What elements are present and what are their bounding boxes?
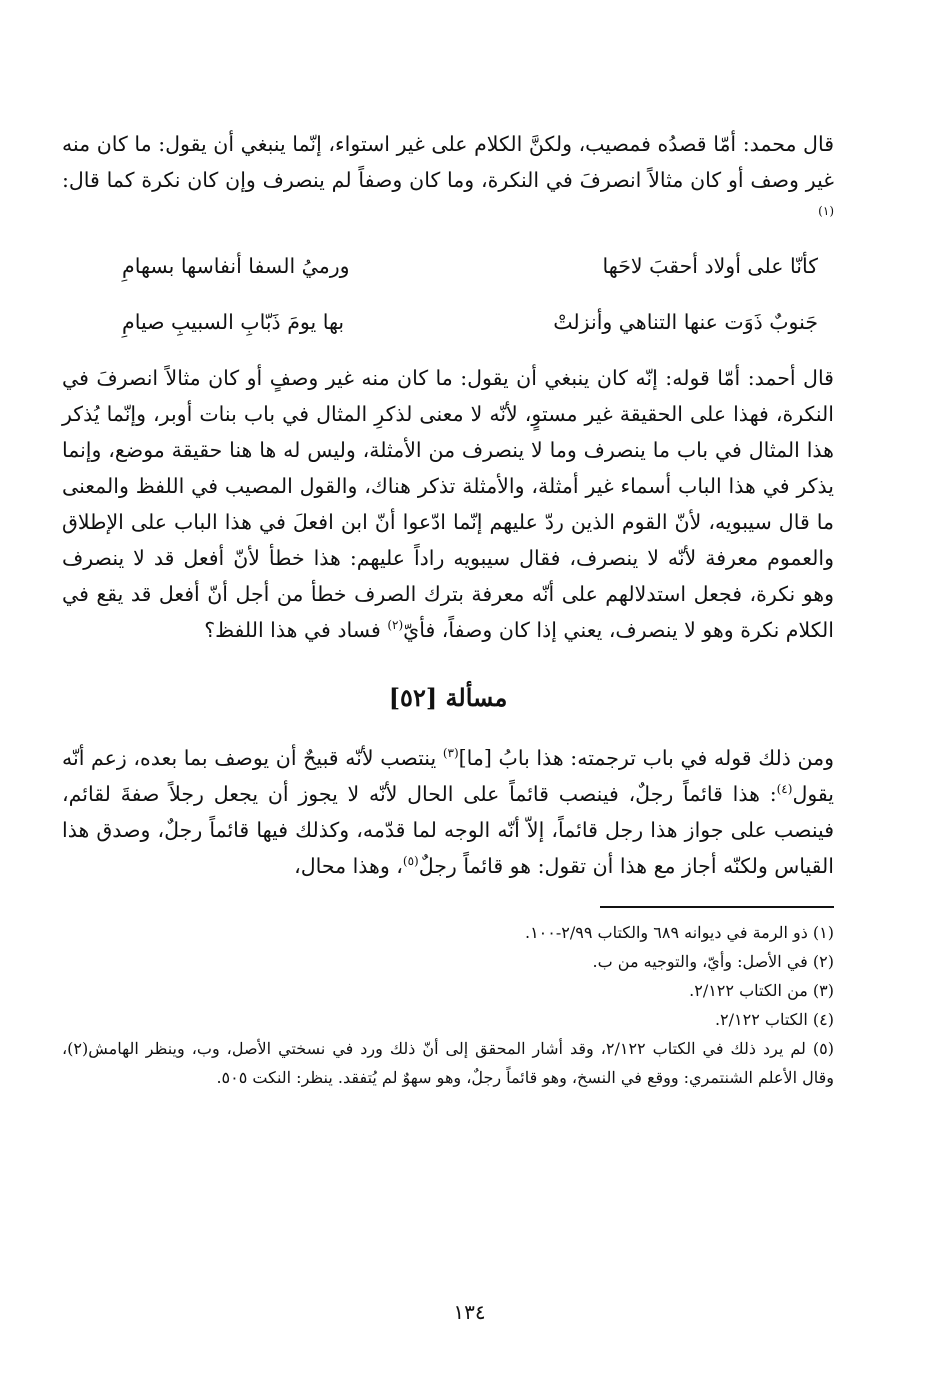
poetry-verses: [62, 248, 834, 340]
paragraph-text: : هذا قائماً رجلٌ، فينصب قائماً على الحال لأنّه لا يجوز أن يجعل رجلاً صفةَ لقائم، فينصب على جواز هذا رجل قائماً، إلاّ أنّه الوجه لما قدّمه، وكذلك فيها قائماً رجلٌ، وصدق هذا القياس ولكنّه أجاز مع هذا أن تقول: هو قائماً رجلٌ: [62, 782, 834, 878]
paragraph-text: ، وهذا محال،: [294, 854, 403, 878]
footnote-2: (٢) في الأصل: وأيّ، والتوجيه من ب.: [592, 951, 834, 971]
paragraph-masala: [62, 740, 834, 884]
footnote-ref-2[interactable]: (٢): [387, 618, 404, 633]
paragraph-muhammad: [62, 126, 834, 234]
paragraph-text: قال محمد: أمّا قصدُه فمصيب، ولكنَّ الكلام على غير استواء، إنّما ينبغي أن يقول: ما كان منه غير وصف أو كان مثالاً انصرفَ في النكرة، وما كان وصفاً لم ينصرف وإن كان نكرة كما قال:: [62, 132, 834, 192]
verse-1-first-hemistich: كأنّا على أولاد أحقبَ لاحَها: [602, 254, 818, 278]
footnote-1: (١) ذو الرمة في ديوانه ٦٨٩ والكتاب ٢/٩٩-١٠٠.: [524, 922, 834, 942]
footnote-ref-3[interactable]: (٣): [442, 746, 459, 761]
page-number: ١٣٤: [453, 1300, 486, 1324]
paragraph-text: قال أحمد: أمّا قوله: إنّه كان ينبغي أن يقول: ما كان منه غير وصفٍ أو كان مثالاً انصرفَ في النكرة، فهذا على الحقيقة غير مستوٍ، لأنّه لا معنى لذكرِ المثال في باب بنات أوبر، وإنّما يُذكر هذا المثال في باب ما ينصرف وما لا ينصرف من الأمثلة، وليس له ها هنا حقيقة موضع، وإنما يذكر في هذا الباب أسماء غير أمثلة، والأمثلة تذكر هناك، والقول المصيب في اللفظ والمعنى ما قال سيبويه، لأنّ القوم الذين ردّ عليهم إنّما ادّعوا أنّ ابن افعلَ في هذا الباب على الإطلاق والعموم معرفة لأنّه لا ينصرف، فقال سيبويه راداً عليهم: هذا خطأ لأنّ أفعل قد لا ينصرف وهو نكرة، فجعل استدلالهم على أنّه معرفة بترك الصرف خطأ من أجل أنّ أفعل قد يقع في الكلام نكرة وهو لا ينصرف، يعني إذا كان وصفاً، فأيّ: [62, 366, 834, 642]
footnote-divider: [600, 906, 834, 908]
footnote-4: (٤) الكتاب ٢/١٢٢.: [714, 1009, 834, 1029]
paragraph-text: ومن ذلك قوله في باب ترجمته: هذا بابُ [ما]: [458, 746, 835, 770]
section-heading: مسألة [٥٢]: [388, 683, 508, 712]
footnote-5: (٥) لم يرد ذلك في الكتاب ٢/١٢٢، وقد أشار المحقق إلى أنّ ذلك ورد في نسختي الأصل، وب، وينظر الهامش(٢)، وقال الأعلم الشنتمري: ووقع في النسخ، وهو قائماً رجلٌ، وهو سهوٌ لم يُتفقد. ينظر: النكت ٥٠٥.: [62, 1038, 834, 1087]
footnote-ref-1[interactable]: (١): [818, 204, 834, 219]
footnotes-section: [62, 906, 834, 1092]
footnotes-list: [62, 918, 834, 1092]
footnote-3: (٣) من الكتاب ٢/١٢٢.: [689, 980, 834, 1000]
verse-2: [122, 304, 818, 340]
footnote-ref-4[interactable]: (٤): [776, 782, 793, 797]
paragraph-ahmad: [62, 360, 834, 648]
paragraph-text: ينتصب لأنّه قبيحٌ أن يوصف بما بعده، زعم أنّه يقول: [62, 746, 834, 806]
verse-1: [122, 248, 818, 284]
verse-2-second-hemistich: بها يومَ ذَبّابِ السبيبِ صيامِ: [122, 310, 345, 334]
verse-2-first-hemistich: جَنوبٌ ذَوَت عنها التناهي وأنزلتْ: [553, 310, 818, 334]
footnote-ref-5[interactable]: (٥): [402, 854, 419, 869]
paragraph-text-end: فساد في هذا اللفظ؟: [204, 618, 388, 642]
verse-1-second-hemistich: ورميُ السفا أنفاسها بسهامِ: [122, 254, 350, 278]
